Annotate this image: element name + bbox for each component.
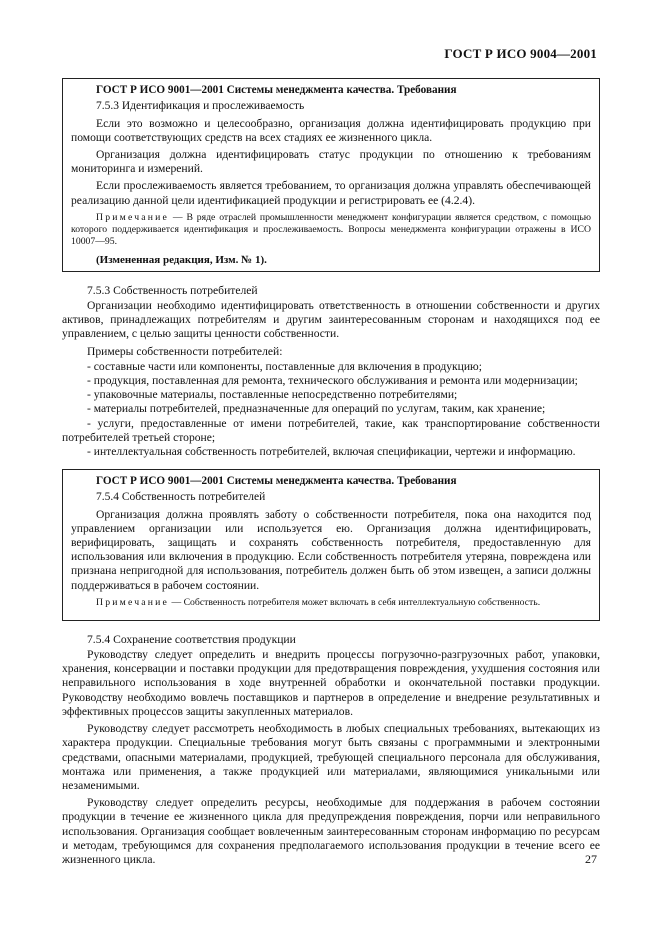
examples-list [62, 360, 600, 459]
standard-quote-box-identification [62, 78, 600, 272]
box-paragraph: Организация должна проявлять заботу о собственности потребителя, пока она находится под управлением организации или используется ею. Организация должна идентифицировать, верифицировать, защищать и сохранять собственность потребителя, предоставленную для использования или включения в продукцию. Если собственность потребителя утеряна, повреждена или признана непригодной для использования, потребитель должен быть об этом извещен, а записи должны поддерживаться в рабочем состоянии. [71, 507, 591, 592]
box-subsection-heading: 7.5.4 Собственность потребителей [96, 491, 266, 504]
section-paragraph: Организации необходимо идентифицировать ответственность в отношении собственности и других активов, принадлежащих потребителям и другим заинтересованным сторонам и находящихся под ее управлением, с целью защиты ценности собственности. [62, 298, 600, 341]
note [71, 597, 591, 609]
section-preservation [62, 633, 600, 867]
note-label: Примечание [96, 211, 170, 223]
section-paragraph: Руководству следует определить ресурсы, необходимые для поддержания в рабочем состоянии продукции в течение ее жизненного цикла для предупреждения повреждения, порчи или неправильного использования. Организация сообщает вовлеченным заинтересованным сторонам информацию по ресурсам и методам, требующимся для сохранения предполагаемого использования продукции в течение всего ее жизненного цикла. [62, 796, 600, 866]
note-text: — В ряде отраслей промышленности менеджмент конфигурации является средством, с помощью которого поддерживается идентификация и прослеживаемость. Вопросы менеджмента конфигурации отражены в ИСО 10007—95. [71, 211, 591, 247]
examples-label: Примеры собственности потребителей: [87, 344, 283, 358]
page-header: ГОСТ Р ИСО 9004—2001 [444, 46, 597, 61]
section-heading: 7.5.3 Собственность потребителей [87, 283, 258, 297]
section-paragraph: Руководству следует определить и внедрить процессы погрузочно-разгрузочных работ, упаковки, хранения, консервации и поставки продукции для предотвращения повреждения, ухудшения состояния или неправильного использования в ходе внутренней обработки и окончательной поставки продукции. Руководству необходимо вовлечь поставщиков и партнеров в определение и внедрение результативных и эффективных процессов защиты закупленных материалов. [62, 648, 600, 718]
list-item: - интеллектуальная собственность потребителей, включая спецификации, чертежи и информацию. [87, 444, 576, 458]
box-paragraph: Если прослеживаемость является требованием, то организация должна управлять обеспечивающей реализацию данной цели идентификацией продукции и регистрировать ее (4.2.4). [71, 179, 591, 207]
note [71, 212, 591, 248]
list-item: - материалы потребителей, предназначенные для операций по услугам, таким, как хранение; [87, 402, 546, 416]
standard-quote-box-customer-property [62, 469, 600, 621]
page-number: 27 [585, 852, 597, 866]
box-title: ГОСТ Р ИСО 9001—2001 Системы менеджмента качества. Требования [96, 475, 457, 488]
list-item: - упаковочные материалы, поставленные непосредственно потребителями; [87, 388, 458, 402]
section-heading: 7.5.4 Сохранение соответствия продукции [87, 632, 296, 646]
section-customer-property [62, 284, 600, 459]
box-subsection-heading: 7.5.3 Идентификация и прослеживаемость [96, 100, 305, 112]
note-label: Примечание [96, 596, 170, 608]
box-paragraph: Организация должна идентифицировать статус продукции по отношению к требованиям мониторинга и измерений. [71, 147, 591, 176]
list-item: - составные части или компоненты, поставленные для включения в продукцию; [87, 359, 482, 373]
note-text: — Собственность потребителя может включать в себя интеллектуальную собственность. [169, 596, 541, 608]
amendment-note: (Измененная редакция, Изм. № 1). [96, 253, 267, 266]
page-content [62, 78, 600, 870]
list-item: - услуги, предоставленные от имени потребителей, такие, как транспортирование собственности потребителей третьей стороне; [62, 416, 600, 444]
box-title: ГОСТ Р ИСО 9001—2001 Системы менеджмента качества. Требования [96, 84, 457, 96]
box-paragraph: Если это возможно и целесообразно, организация должна идентифицировать продукцию при помощи соответствующих средств на всех стадиях ее жизненного цикла. [71, 116, 591, 144]
list-item: - продукция, поставленная для ремонта, технического обслуживания и ремонта или модернизации; [87, 373, 578, 387]
section-paragraph: Руководству следует рассмотреть необходимость в любых специальных требованиях, вытекающих из характера продукции. Специальные требования могут быть связаны с программными и электронными средствами, опасными материалами, продукцией, требующей специального персонала для обслуживания, монтажа или применения, а также продукцией или материалами, являющимися уникальными или незаменимыми. [62, 722, 600, 792]
